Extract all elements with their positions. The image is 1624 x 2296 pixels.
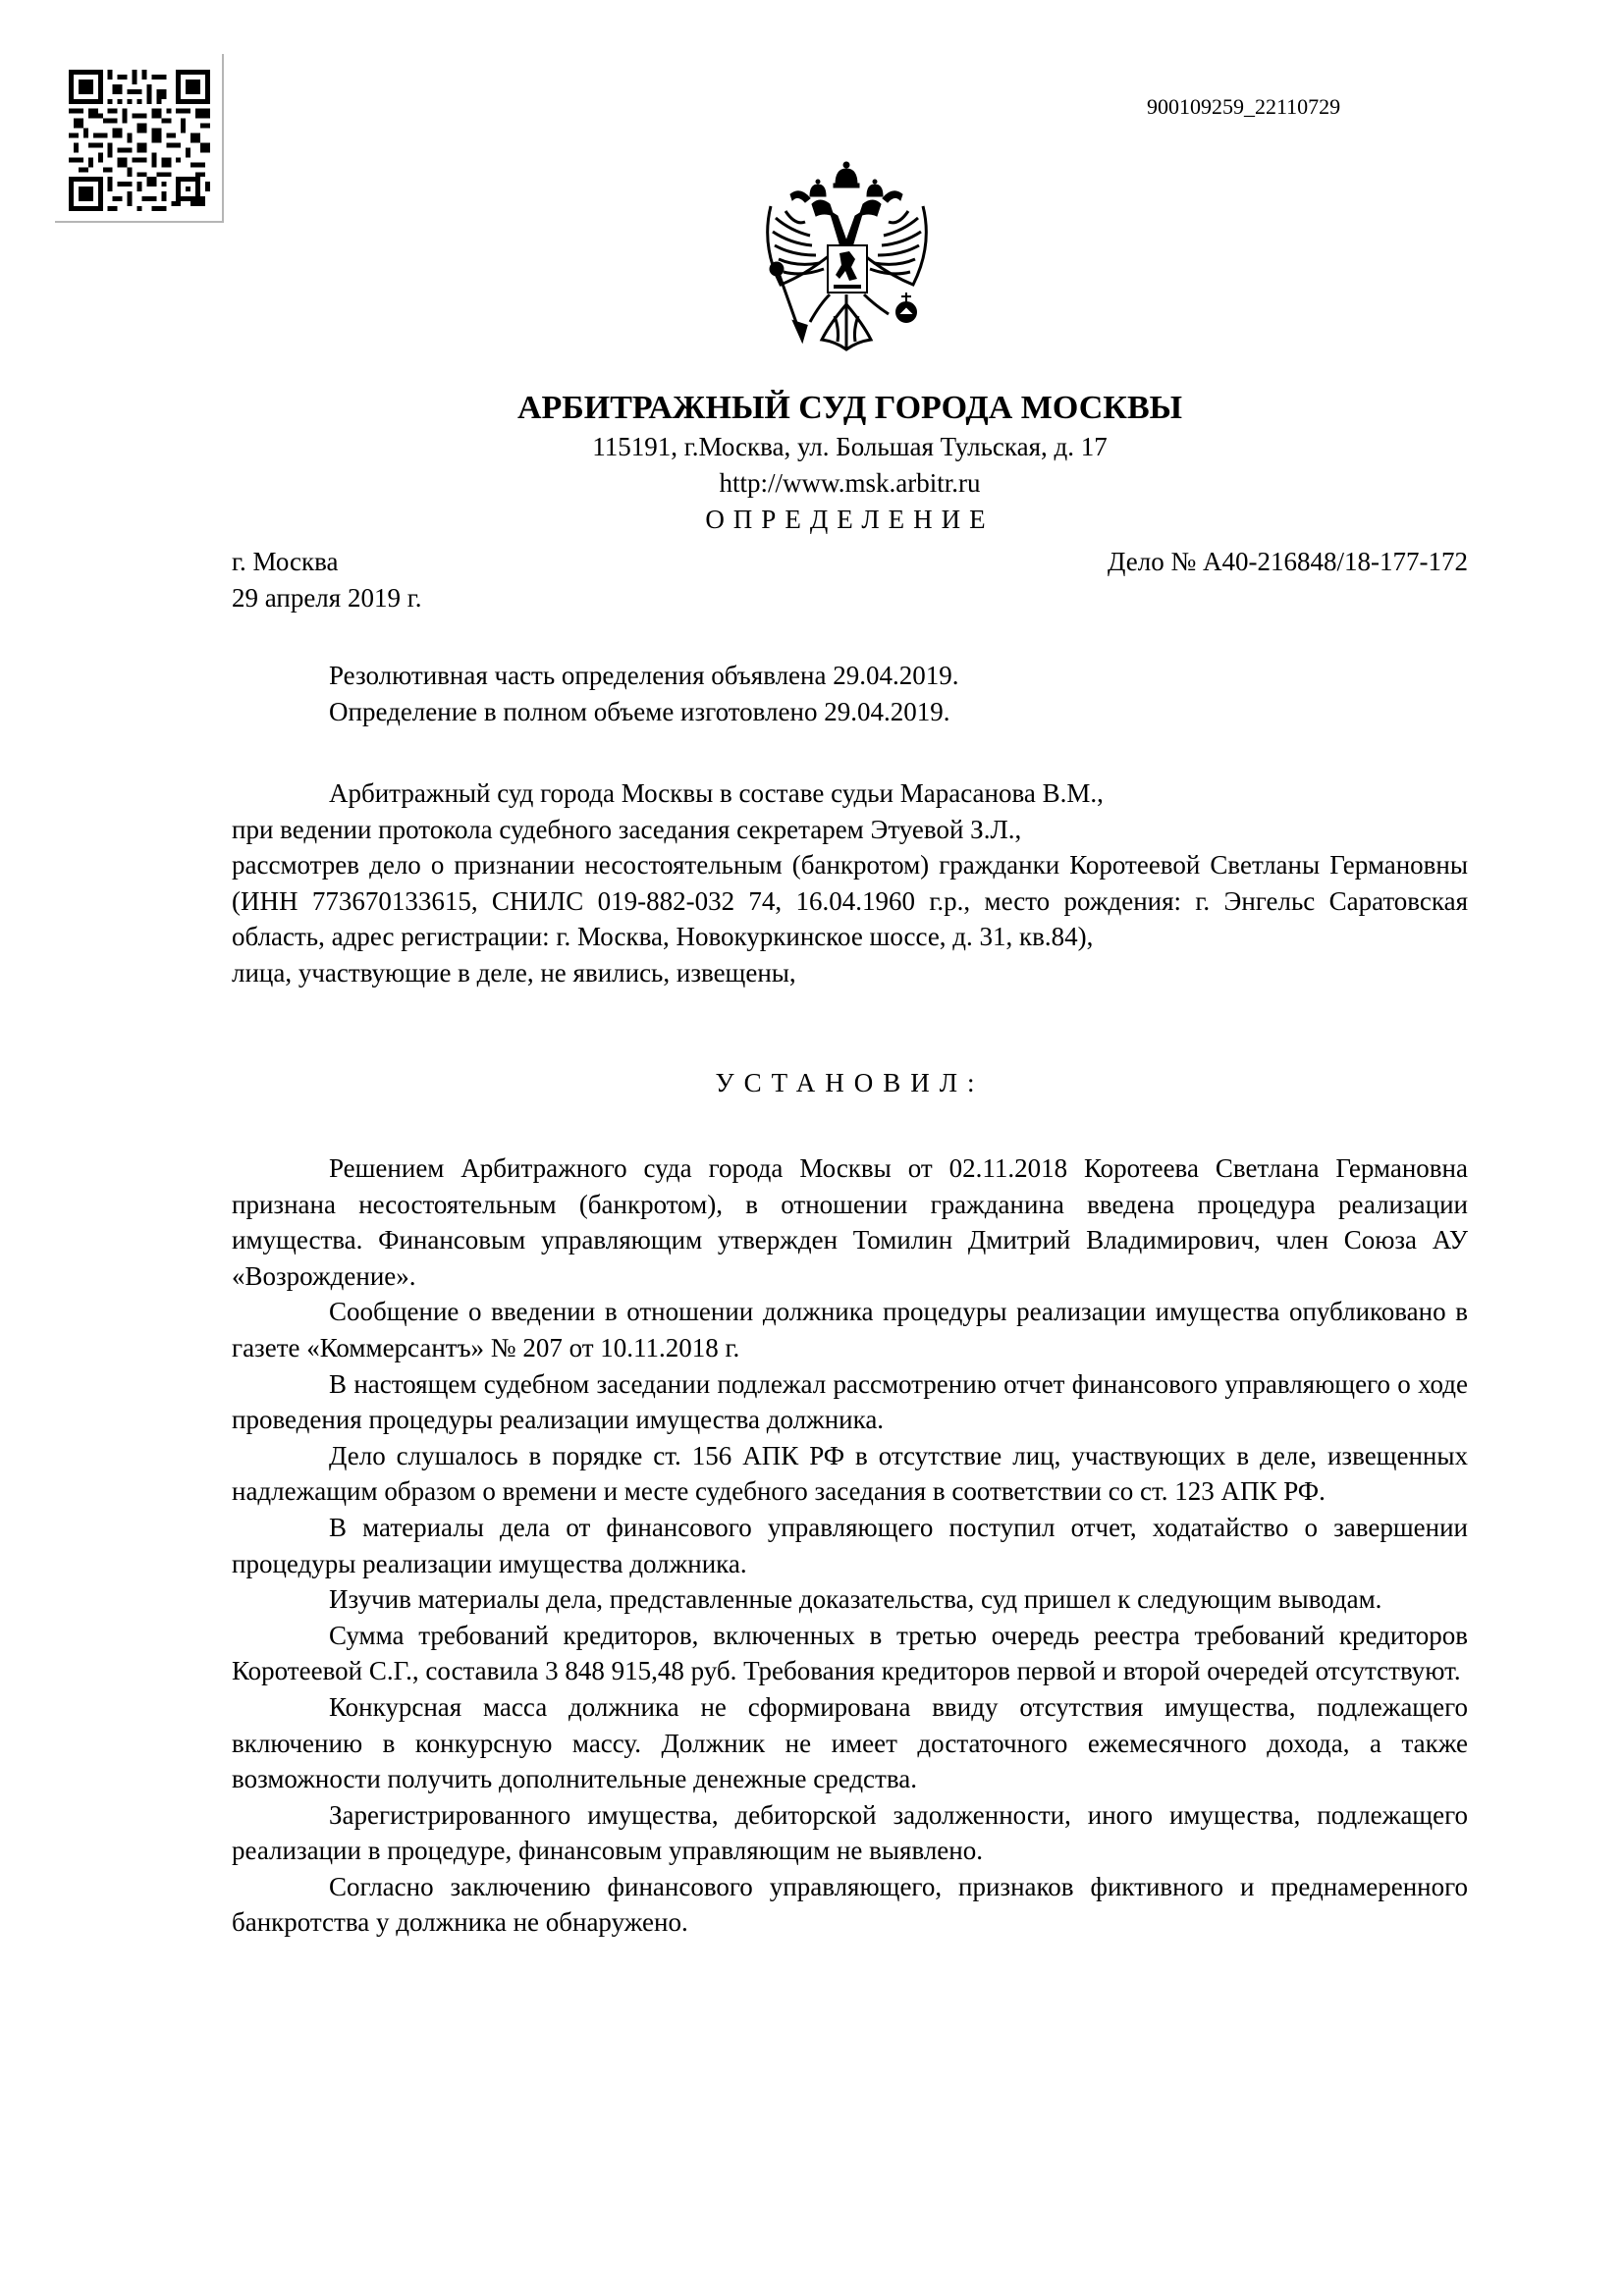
body-paragraph: В настоящем судебном заседании подлежал рассмотрению отчет финансового управляющего о ходе проведения процедуры реализации имущества должника.	[232, 1368, 1468, 1435]
russian-coat-of-arms-icon	[751, 157, 943, 353]
court-name: АРБИТРАЖНЫЙ СУД ГОРОДА МОСКВЫ	[516, 390, 1183, 426]
body-paragraph: В материалы дела от финансового управляющего поступил отчет, ходатайство о завершении процедуры реализации имущества должника.	[232, 1512, 1468, 1578]
resolution-notes	[329, 658, 958, 730]
city: г. Москва	[232, 547, 339, 576]
court-website-link[interactable]: http://www.msk.arbitr.ru	[719, 468, 981, 498]
body-paragraph: Сообщение о введении в отношении должника процедуры реализации имущества опубликовано в газете «Коммерсантъ» № 207 от 10.11.2018 г.	[232, 1297, 1468, 1362]
body-paragraph: Сумма требований кредиторов, включенных в третью очередь реестра требований кредиторов Коротеевой С.Г., составила 3 848 915,48 руб. Требования кредиторов первой и второй очередей отсутствуют.	[232, 1620, 1468, 1686]
document-date: 29 апреля 2019 г.	[232, 583, 422, 613]
court-address: 115191, г.Москва, ул. Большая Тульская, д. 17	[592, 432, 1108, 461]
intro-block	[232, 775, 1468, 991]
court-composition: Арбитражный суд города Москвы в составе судьи Марасанова В.М.,	[329, 778, 1104, 808]
body-paragraph: Дело слушалось в порядке ст. 156 АПК РФ в отсутствие лиц, участвующих в деле, извещенных надлежащим образом о времени и месте судебного заседания в соответствии со ст. 123 АПК РФ.	[232, 1440, 1468, 1507]
court-secretary: при ведении протокола судебного заседания секретарем Этуевой З.Л.,	[232, 814, 1022, 844]
court-header	[232, 388, 1468, 538]
established-heading: УСТАНОВИЛ:	[715, 1068, 985, 1097]
attendance-note: лица, участвующие в деле, не явились, извещены,	[232, 957, 796, 988]
body-paragraph: Зарегистрированного имущества, дебиторской задолженности, иного имущества, подлежащего реализации в процедуре, финансовым управляющим не выявлено.	[232, 1799, 1468, 1866]
case-number: Дело № А40-216848/18-177-172	[1108, 547, 1468, 576]
resolution-produced: Определение в полном объеме изготовлено 29.04.2019.	[329, 697, 950, 726]
qr-code-icon	[69, 70, 210, 211]
body-paragraph: Решением Арбитражного суда города Москвы от 02.11.2018 Коротеева Светлана Германовна признана несостоятельным (банкротом), в отношении гражданина введена процедура реализации имущества. Финансовым управляющим утвержден Томилин Дмитрий Владимирович, член Союза АУ «Возрождение».	[232, 1153, 1468, 1291]
body-paragraph: Конкурсная масса должника не сформирована ввиду отсутствия имущества, подлежащего включению в конкурсную массу. Должник не имеет достаточного ежемесячного дохода, а также возможности получить дополнительные денежные средства.	[232, 1691, 1468, 1794]
resolution-announced: Резолютивная часть определения объявлена 29.04.2019.	[329, 661, 959, 690]
document-id: 900109259_22110729	[1147, 94, 1341, 119]
body-paragraph: Изучив материалы дела, представленные доказательства, суд пришел к следующим выводам.	[329, 1584, 1382, 1615]
main-body	[232, 1150, 1468, 1941]
case-description: рассмотрев дело о признании несостоятельным (банкротом) гражданки Коротеевой Светланы Германовны (ИНН 773670133615, СНИЛС 019-882-032 74, 16.04.1960 г.р., место рождения: г. Энгельс Саратовская область, адрес регистрации: г. Москва, Новокуркинское шоссе, д. 31, кв.84),	[232, 850, 1468, 952]
place-date-block	[232, 544, 1468, 616]
qr-code-frame	[55, 54, 224, 223]
body-paragraph: Согласно заключению финансового управляющего, признаков фиктивного и преднамеренного банкротства у должника не обнаружено.	[232, 1871, 1468, 1938]
document-type-title: ОПРЕДЕЛЕНИЕ	[705, 505, 995, 534]
